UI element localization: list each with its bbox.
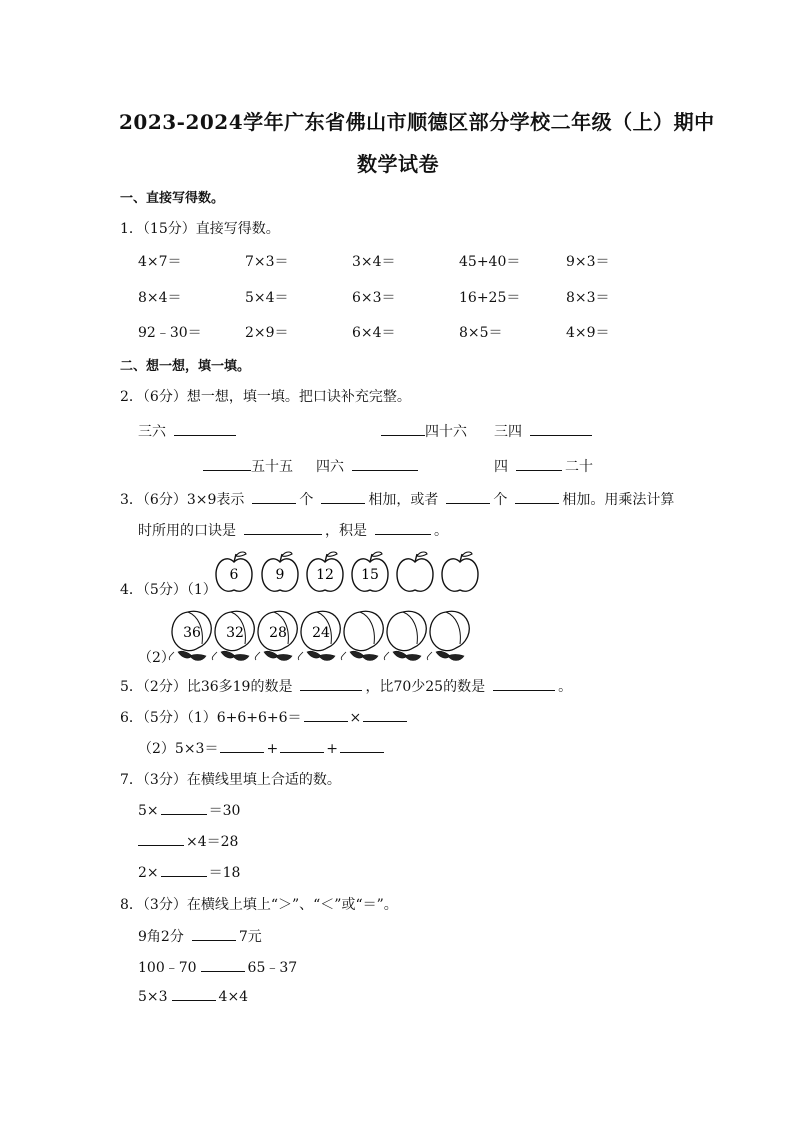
q8-row1: [138, 926, 262, 946]
question-6-line1: [120, 707, 409, 727]
answer-blank[interactable]: [252, 491, 296, 504]
page-subtitle: 数学试卷: [357, 152, 439, 176]
answer-blank[interactable]: [172, 988, 216, 1001]
q8-text: 7元: [238, 929, 262, 945]
q6-text: +: [326, 741, 338, 757]
answer-blank[interactable]: [515, 491, 559, 504]
q1-cell: 2×9＝: [245, 325, 289, 341]
q6-text: （2）5×3＝: [138, 741, 219, 757]
apple-row: [210, 548, 490, 596]
q2-row1-right: [494, 421, 595, 441]
q1-cell: 6×3＝: [352, 290, 396, 306]
q3-text: 个: [299, 492, 314, 508]
answer-blank[interactable]: [300, 678, 362, 691]
q2-f: 四: [494, 459, 508, 475]
peach-row: [168, 606, 484, 664]
section-heading-1: 一、直接写得数。: [120, 191, 225, 206]
answer-blank[interactable]: [203, 458, 251, 471]
q5-text: 5．（2分）比36多19的数是: [120, 679, 293, 695]
q1-cell: 45+40＝: [459, 254, 521, 270]
answer-blank[interactable]: [138, 833, 184, 846]
apple-1: [216, 552, 252, 591]
answer-blank[interactable]: [363, 709, 407, 722]
q2-e: 四六: [316, 459, 344, 475]
answer-blank[interactable]: [220, 740, 264, 753]
answer-blank[interactable]: [174, 423, 236, 436]
q2-f-suffix: 二十: [565, 459, 593, 475]
q2-d: 五十五: [251, 459, 293, 475]
q6-text: 6．（5分）（1）6+6+6+6＝: [120, 710, 302, 726]
question-3-line1: [120, 489, 674, 509]
apple-3: [307, 552, 343, 591]
q7-row3: [138, 862, 240, 882]
apple-number: 6: [229, 567, 239, 583]
q1-cell: 16+25＝: [459, 290, 521, 306]
answer-blank[interactable]: [375, 522, 431, 535]
question-7-stem: 7．（3分）在横线里填上合适的数。: [120, 772, 341, 788]
question-5: [120, 676, 572, 696]
q2-c: 三四: [494, 424, 522, 440]
peach-1: [169, 611, 211, 660]
q8-text: 4×4: [218, 989, 249, 1005]
q7-row2: [138, 831, 238, 851]
q1-cell: 8×5＝: [459, 325, 503, 341]
q2-a: 三六: [138, 424, 166, 440]
q7-text: 5×: [138, 803, 159, 819]
q7-text: ＝18: [208, 865, 241, 881]
q3-text: 时所用的口诀是: [138, 523, 236, 539]
peach-5-blank[interactable]: [341, 611, 383, 660]
apple-6-blank[interactable]: [442, 552, 478, 591]
q7-text: ＝30: [208, 803, 241, 819]
apple-number: 9: [275, 567, 285, 583]
q1-cell: 4×7＝: [138, 254, 182, 270]
q1-cell: 92﹣30＝: [138, 325, 202, 341]
answer-blank[interactable]: [244, 522, 322, 535]
peach-number: 36: [183, 625, 201, 641]
q2-row2-left: [203, 456, 293, 476]
question-8-stem: 8．（3分）在横线上填上“＞”、“＜”或“＝”。: [120, 897, 398, 913]
page-title: 2023-2024学年广东省佛山市顺德区部分学校二年级（上）期中: [119, 110, 715, 134]
q2-row1-mid: [381, 421, 467, 441]
apple-4: [352, 552, 388, 591]
answer-blank[interactable]: [201, 959, 245, 972]
q2-b: 四十六: [425, 424, 467, 440]
answer-blank[interactable]: [161, 864, 207, 877]
q5-text: ，比70少25的数是: [365, 679, 486, 695]
answer-blank[interactable]: [161, 802, 207, 815]
q3-text: 相加，或者: [368, 492, 439, 508]
answer-blank[interactable]: [192, 928, 236, 941]
q2-row2-mid: [316, 456, 421, 476]
q1-cell: 6×4＝: [352, 325, 396, 341]
question-4-stem: 4．（5分）（1）: [120, 582, 217, 598]
answer-blank[interactable]: [340, 740, 384, 753]
q1-cell: 5×4＝: [245, 290, 289, 306]
question-4-sub2: （2）: [138, 650, 175, 666]
answer-blank[interactable]: [446, 491, 490, 504]
q3-text: ，积是: [325, 523, 367, 539]
q2-row2-right: [494, 456, 593, 476]
q7-text: 2×: [138, 865, 159, 881]
peach-number: 32: [226, 625, 244, 641]
q7-row1: [138, 800, 240, 820]
q1-cell: 3×4＝: [352, 254, 396, 270]
q1-cell: 8×4＝: [138, 290, 182, 306]
peach-number: 24: [312, 625, 330, 641]
q3-text: 相加。用乘法计算: [562, 492, 675, 508]
q3-text: 个: [493, 492, 508, 508]
apple-number: 12: [316, 567, 334, 583]
q8-text: 65﹣37: [247, 960, 298, 976]
q8-text: 9角2分: [138, 929, 184, 945]
q7-text: ×4＝28: [186, 834, 239, 850]
q1-cell: 4×9＝: [566, 325, 610, 341]
answer-blank[interactable]: [530, 423, 592, 436]
peach-3: [255, 611, 297, 660]
peach-6-blank[interactable]: [384, 611, 426, 660]
peach-4: [298, 611, 340, 660]
q8-text: 100﹣70: [138, 960, 197, 976]
peach-number: 28: [269, 625, 287, 641]
answer-blank[interactable]: [352, 458, 418, 471]
answer-blank[interactable]: [321, 491, 365, 504]
q8-row2: [138, 957, 297, 977]
answer-blank[interactable]: [381, 423, 425, 436]
q6-text: +: [266, 741, 279, 757]
section-heading-2: 二、想一想，填一填。: [120, 359, 251, 374]
q5-text: 。: [558, 679, 573, 695]
apple-number: 15: [361, 567, 379, 583]
q3-text: 3．（6分）3×9表示: [120, 492, 245, 508]
q3-text: 。: [434, 523, 448, 539]
answer-blank[interactable]: [493, 678, 555, 691]
q8-text: 5×3: [138, 989, 168, 1005]
q1-cell: 7×3＝: [245, 254, 289, 270]
question-2-stem: 2．（6分）想一想，填一填。把口诀补充完整。: [120, 389, 411, 405]
q1-cell: 9×3＝: [566, 254, 610, 270]
question-3-line2: [138, 520, 448, 540]
answer-blank[interactable]: [280, 740, 324, 753]
apple-2: [262, 552, 298, 591]
answer-blank[interactable]: [516, 458, 562, 471]
q6-text: ×: [349, 710, 362, 726]
answer-blank[interactable]: [304, 709, 348, 722]
peach-7-blank[interactable]: [427, 611, 469, 660]
question-6-line2: [138, 738, 386, 758]
q2-row1-left: [138, 421, 239, 441]
q1-cell: 8×3＝: [566, 290, 610, 306]
q8-row3: [138, 988, 248, 1005]
apple-5-blank[interactable]: [397, 552, 433, 591]
question-1-stem: 1．（15分）直接写得数。: [120, 221, 280, 237]
peach-2: [212, 611, 254, 660]
